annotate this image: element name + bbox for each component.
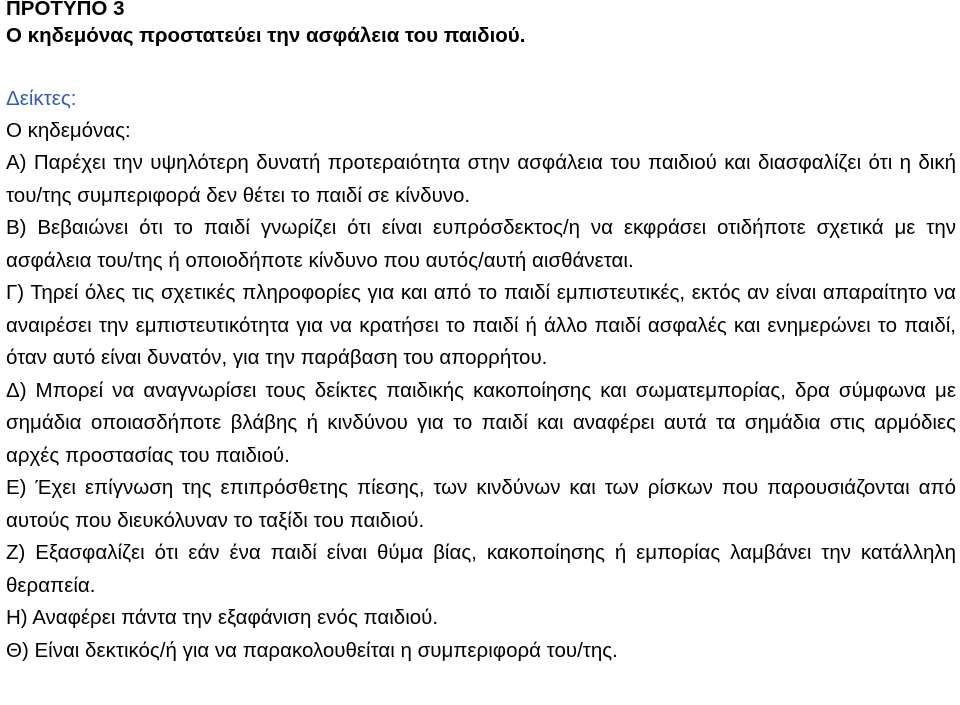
indicator-item-h: Η) Αναφέρει πάντα την εξαφάνιση ενός παιδιού. [6, 606, 439, 629]
indicator-item-th: Θ) Είναι δεκτικός/ή για να παρακολουθείται η συμπεριφορά του/της. [6, 638, 618, 662]
indicator-item-d: Δ) Μπορεί να αναγνωρίσει τους δείκτες παιδικής κακοποίησης και σωματεμπορίας, δρα σύμφωνα με σημάδια οποιασδήποτε βλάβης ή κινδύνου για το παιδί και αναφέρει αυτά τα σημάδια στις αρμόδιες αρχές προστασίας του παιδιού. [6, 378, 956, 467]
indicator-item-b: Β) Βεβαιώνει ότι το παιδί γνωρίζει ότι είναι ευπρόσδεκτος/η να εκφράσει οτιδήποτε σχετικά με την ασφάλεια του/της ή οποιοδήποτε κίνδυνο που αυτός/αυτή αισθάνεται. [6, 216, 956, 272]
standard-statement: Ο κηδεμόνας προστατεύει την ασφάλεια του παιδιού. [6, 24, 526, 47]
indicator-item-a: Α) Παρέχει την υψηλότερη δυνατή προτεραιότητα στην ασφάλεια του παιδιού και διασφαλίζει ότι η δική του/της συμπεριφορά δεν θέτει το παιδί σε κίνδυνο. [6, 151, 956, 207]
indicator-item-e: Ε) Έχει επίγνωση της επιπρόσθετης πίεσης, των κινδύνων και των ρίσκων που παρουσιάζονται από αυτούς που διευκόλυναν το ταξίδι του παιδιού. [6, 476, 956, 532]
document-title: ΠΡΟΤΥΠΟ 3 [6, 0, 125, 20]
intro-line: Ο κηδεμόνας: [6, 119, 131, 142]
document-body [6, 0, 956, 667]
indicator-item-c: Γ) Τηρεί όλες τις σχετικές πληροφορίες για και από το παιδί εμπιστευτικές, εκτός αν είναι απαραίτητο να αναιρέσει την εμπιστευτικότητα για να κρατήσει το παιδί ή άλλο παιδί ασφαλές και ενημερώνει το παιδί, όταν αυτό είναι δυνατόν, για την παράβαση του απορρήτου. [6, 281, 956, 369]
indicators-heading: Δείκτες: [6, 87, 77, 110]
indicator-item-z: Ζ) Εξασφαλίζει ότι εάν ένα παιδί είναι θύμα βίας, κακοποίησης ή εμπορίας λαμβάνει την κατάλληλη θεραπεία. [6, 541, 956, 597]
